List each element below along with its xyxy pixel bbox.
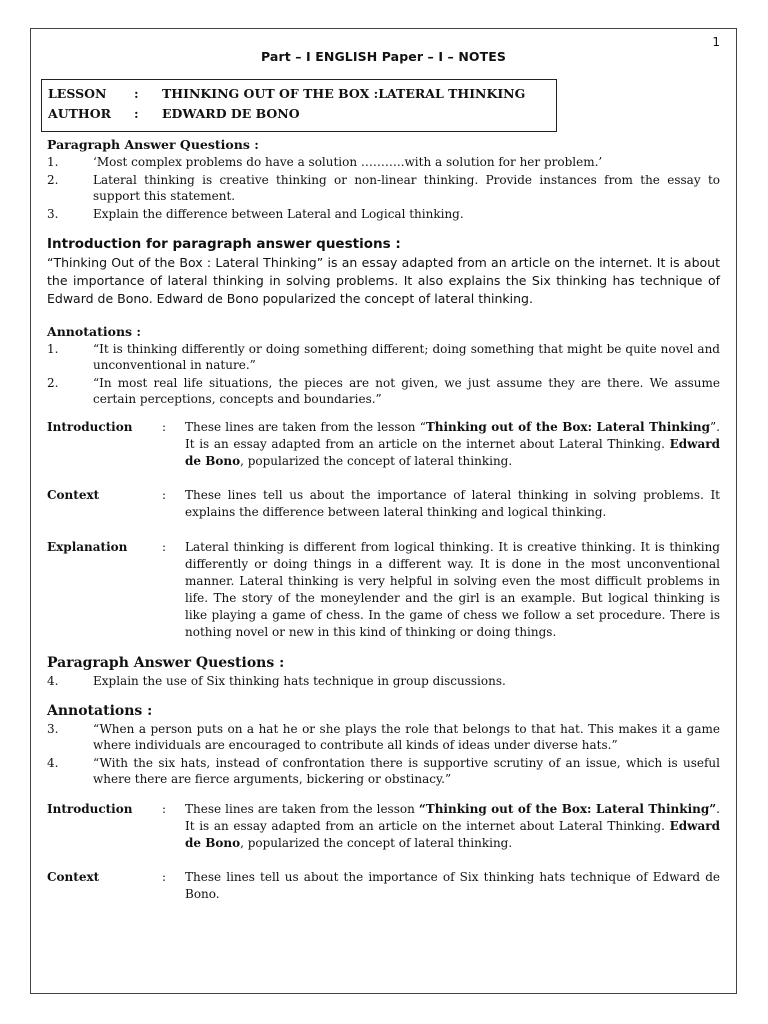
item-number: 3. — [47, 722, 59, 736]
item-number: 4. — [47, 756, 59, 770]
intro-text-c: ”. It is an essay adapted from an article on the internet about Lateral Thinking. — [185, 420, 720, 451]
item-number: 3. — [47, 207, 59, 221]
page-number: 1 — [712, 35, 720, 49]
item-number: 4. — [47, 674, 59, 688]
author-value: EDWARD DE BONO — [162, 106, 300, 121]
item-text: Explain the difference between Lateral and Logical thinking. — [93, 207, 464, 221]
annotations2-list — [47, 721, 720, 787]
intro-text-e: , popularized the concept of lateral thinking. — [240, 836, 513, 850]
list-item — [47, 721, 720, 753]
explanation-block — [47, 539, 720, 641]
author-key: AUTHOR — [48, 106, 111, 121]
context-colon: : — [162, 488, 167, 502]
list-item — [47, 375, 720, 407]
intro-text-a: These lines are taken from the lesson “ — [185, 420, 426, 434]
introduction-label: Introduction — [47, 802, 133, 816]
item-text: “When a person puts on a hat he or she plays the role that belongs to that hat. This makes it a game where individuals are encouraged to contribute all kinds of ideas under diverse hats.” — [93, 722, 720, 752]
item-text: ‘Most complex problems do have a solution ………..with a solution for her problem.’ — [93, 155, 603, 169]
section1-heading: Paragraph Answer Questions : — [47, 137, 259, 152]
context-colon: : — [162, 870, 167, 884]
list-item — [47, 673, 720, 689]
lesson-value: THINKING OUT OF THE BOX :LATERAL THINKING — [162, 86, 526, 101]
section2-questions — [47, 673, 720, 689]
context-label: Context — [47, 488, 100, 502]
context-block-1 — [47, 487, 720, 521]
lesson-title-bold: Thinking out of the Box: Lateral Thinking — [425, 420, 711, 434]
page-title: Part – I ENGLISH Paper – I – NOTES — [260, 49, 506, 64]
introduction-colon: : — [162, 420, 167, 434]
introduction-label: Introduction — [47, 420, 133, 434]
context-text: These lines tell us about the importance of Six thinking hats technique of Edward de Bono. — [185, 870, 720, 901]
document-page — [30, 28, 737, 994]
item-number: 2. — [47, 173, 59, 187]
author-colon: : — [134, 106, 139, 121]
intro-heading: Introduction for paragraph answer questions : — [47, 236, 401, 252]
author-name-bold: Edward de Bono — [185, 437, 720, 468]
explanation-label: Explanation — [47, 540, 128, 554]
intro-text-e: , popularized the concept of lateral thinking. — [240, 454, 513, 468]
item-text: Explain the use of Six thinking hats technique in group discussions. — [93, 674, 506, 688]
list-item — [47, 755, 720, 787]
item-number: 2. — [47, 376, 59, 390]
introduction-colon: : — [162, 802, 167, 816]
item-text: “With the six hats, instead of confrontation there is supportive scrutiny of an issue, which is useful where there are fierce arguments, bickering or obstinacy.” — [93, 756, 720, 786]
list-item — [47, 172, 720, 204]
intro-paragraph: “Thinking Out of the Box : Lateral Thinking” is an essay adapted from an article on the internet. It is about the importance of lateral thinking in solving problems. It also explains the Six thinking has technique of Edward de Bono. Edward de Bono popularized the concept of lateral thinking. — [47, 255, 720, 306]
intro-text-a: These lines are taken from the lesson — [185, 802, 419, 816]
introduction-block-2 — [47, 801, 720, 852]
context-block-2 — [47, 869, 720, 903]
annotations1-list — [47, 341, 720, 407]
lesson-key: LESSON — [48, 86, 107, 101]
intro-text-c: . It is an essay adapted from an article on the internet about Lateral Thinking. — [185, 802, 720, 833]
item-number: 1. — [47, 155, 59, 169]
list-item — [47, 341, 720, 373]
annotations2-heading: Annotations : — [47, 703, 153, 719]
context-text: These lines tell us about the importance of lateral thinking in solving problems. It explains the difference between lateral thinking and logical thinking. — [185, 488, 720, 519]
explanation-text: Lateral thinking is different from logical thinking. It is creative thinking. It is thinking differently or doing things in a different way. It is done in the most unconventional manner. Lateral thinking is very helpful in solving even the most difficult problems in life. The story of the moneylender and the girl is an example. But logical thinking is like playing a game of chess. In the game of chess we follow a set procedure. There is nothing novel or new in this kind of thinking or doing things. — [185, 540, 720, 639]
context-label: Context — [47, 870, 100, 884]
section2-heading: Paragraph Answer Questions : — [47, 655, 285, 671]
page-content — [47, 137, 720, 903]
item-text: “In most real life situations, the pieces are not given, we just assume they are there. We assume certain perceptions, concepts and boundaries.” — [93, 376, 720, 406]
list-item — [47, 154, 720, 170]
lesson-row — [48, 84, 550, 104]
item-text: Lateral thinking is creative thinking or non-linear thinking. Provide instances from the essay to support this statement. — [93, 173, 720, 203]
lesson-title-bold: “Thinking out of the Box: Lateral Thinking” — [418, 802, 717, 816]
lesson-info-box — [41, 79, 557, 132]
annotations1-heading: Annotations : — [47, 324, 142, 339]
section1-questions — [47, 154, 720, 222]
explanation-colon: : — [162, 540, 167, 554]
introduction-block-1 — [47, 419, 720, 470]
item-text: “It is thinking differently or doing something different; doing something that might be quite novel and unconventional in nature.” — [93, 342, 720, 372]
list-item — [47, 206, 720, 222]
lesson-colon: : — [134, 86, 139, 101]
author-name-bold: Edward de Bono — [185, 819, 720, 850]
item-number: 1. — [47, 342, 59, 356]
author-row — [48, 104, 550, 124]
